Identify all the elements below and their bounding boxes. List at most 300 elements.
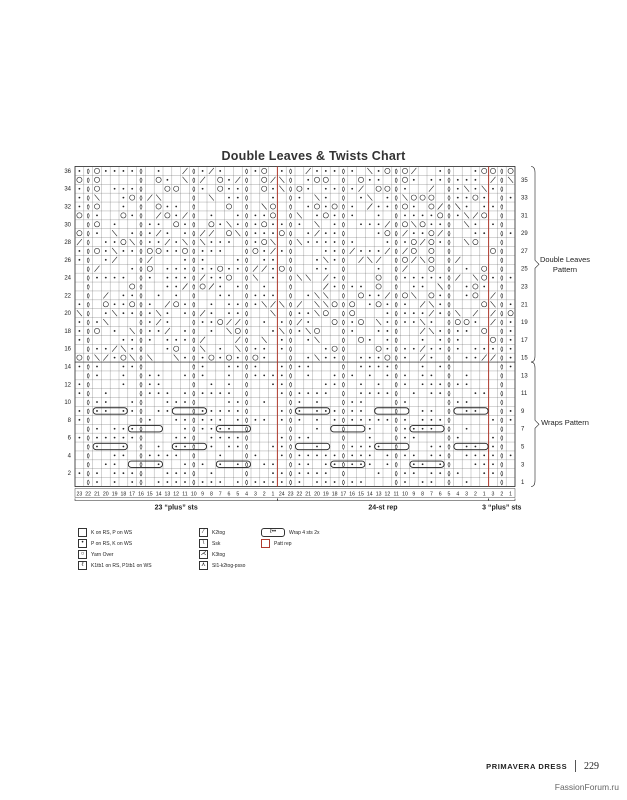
k1tbl-symbol — [501, 400, 503, 405]
k1tbl-symbol — [140, 445, 142, 450]
yarn-over-symbol — [332, 319, 337, 324]
purl-dot — [492, 454, 494, 456]
yarn-over-symbol — [402, 222, 407, 227]
purl-dot — [255, 214, 257, 216]
ssk-symbol — [112, 230, 117, 236]
purl-dot — [360, 401, 362, 403]
purl-dot — [422, 214, 424, 216]
row-number-left: 8 — [67, 417, 71, 424]
purl-dot — [457, 330, 459, 332]
legend-item-patt-rep — [261, 539, 292, 548]
purl-dot — [202, 366, 204, 368]
purl-dot — [79, 383, 81, 385]
k1tbl-symbol — [193, 462, 195, 467]
purl-dot — [175, 250, 177, 252]
purl-dot — [457, 214, 459, 216]
row-number-left: 2 — [67, 471, 71, 478]
purl-dot — [431, 374, 433, 376]
purl-dot — [263, 481, 265, 483]
legend-label: Yarn Over — [91, 551, 114, 558]
k1tbl-symbol — [448, 382, 450, 387]
purl-dot — [431, 392, 433, 394]
ssk-symbol — [227, 221, 232, 227]
k1tbl-symbol — [193, 240, 195, 245]
k2tog-symbol — [491, 177, 496, 183]
purl-dot — [360, 250, 362, 252]
k1tbl-symbol — [290, 267, 292, 272]
k2tog-symbol — [385, 248, 390, 254]
purl-dot — [184, 312, 186, 314]
purl-dot — [175, 268, 177, 270]
purl-dot — [96, 348, 98, 350]
yarn-over-symbol — [323, 177, 328, 182]
purl-dot — [431, 179, 433, 181]
k2tog-symbol — [297, 319, 302, 325]
stitch-number: 16 — [349, 491, 356, 498]
purl-dot — [228, 374, 230, 376]
row-number-left: 14 — [64, 364, 71, 371]
purl-dot — [123, 250, 125, 252]
k1tbl-symbol — [501, 169, 503, 174]
purl-dot — [281, 454, 283, 456]
purl-dot — [184, 303, 186, 305]
k1tbl-symbol — [501, 338, 503, 343]
purl-dot — [325, 481, 327, 483]
purl-dot — [211, 392, 213, 394]
purl-dot — [492, 437, 494, 439]
purl-dot — [351, 419, 353, 421]
purl-dot — [281, 374, 283, 376]
purl-dot — [281, 392, 283, 394]
purl-dot — [167, 179, 169, 181]
purl-dot — [281, 383, 283, 385]
stitch-number: 18 — [120, 491, 127, 498]
k1tbl-symbol — [246, 302, 248, 307]
purl-dot — [202, 268, 204, 270]
purl-dot — [184, 357, 186, 359]
k1tbl-symbol — [140, 356, 142, 361]
purl-dot — [281, 419, 283, 421]
k1tbl-symbol — [395, 240, 397, 245]
ssk-symbol — [455, 310, 460, 316]
k1tbl-symbol — [140, 205, 142, 210]
k1tbl-symbol — [342, 436, 344, 441]
k2tog-symbol — [385, 292, 390, 298]
k2tog-symbol — [112, 257, 117, 263]
purl-dot — [79, 392, 81, 394]
purl-dot — [475, 321, 477, 323]
purl-dot — [123, 294, 125, 296]
yarn-over-symbol — [253, 248, 258, 253]
k2tog-symbol — [359, 257, 364, 263]
k1tbl-symbol — [87, 356, 89, 361]
purl-dot — [475, 188, 477, 190]
k2tog-symbol — [183, 212, 188, 218]
ssk-symbol — [271, 239, 276, 245]
k1tbl-symbol — [290, 187, 292, 192]
k1tbl-symbol — [501, 311, 503, 316]
k1tbl-symbol — [290, 365, 292, 370]
purl-dot — [413, 472, 415, 474]
dot-square-icon: • — [78, 539, 87, 548]
purl-dot — [510, 321, 512, 323]
ssk-symbol — [367, 257, 372, 263]
purl-dot — [167, 312, 169, 314]
yarn-over-symbol — [156, 177, 161, 182]
stitch-number: 23 — [76, 491, 83, 498]
k1tbl-symbol — [501, 382, 503, 387]
purl-dot — [79, 259, 81, 261]
purl-dot — [413, 206, 415, 208]
k2tog-symbol — [235, 177, 240, 183]
purl-dot — [316, 241, 318, 243]
purl-dot — [360, 454, 362, 456]
k2tog-symbol — [235, 337, 240, 343]
purl-dot — [131, 339, 133, 341]
purl-dot — [439, 223, 441, 225]
yarn-over-symbol — [332, 204, 337, 209]
purl-dot — [378, 250, 380, 252]
purl-dot — [387, 321, 389, 323]
yarn-over-symbol — [429, 257, 434, 262]
row-number-left: 16 — [64, 346, 71, 353]
k1tbl-symbol — [87, 302, 89, 307]
yarn-over-symbol — [482, 213, 487, 218]
k1tbl-symbol — [140, 373, 142, 378]
purl-dot — [175, 206, 177, 208]
k1tbl-symbol — [140, 400, 142, 405]
purl-dot — [422, 374, 424, 376]
k1tbl-symbol — [290, 347, 292, 352]
purl-dot — [123, 454, 125, 456]
k1tbl-symbol — [246, 311, 248, 316]
stitch-number: 14 — [155, 491, 162, 498]
k1tbl-symbol — [448, 222, 450, 227]
yarn-over-symbol — [490, 168, 495, 173]
k1tbl-symbol — [501, 373, 503, 378]
purl-dot — [123, 339, 125, 341]
yarn-over-symbol — [402, 293, 407, 298]
ssk-symbol — [491, 301, 496, 307]
ssk-symbol — [508, 177, 513, 183]
purl-dot — [237, 437, 239, 439]
purl-dot — [149, 277, 151, 279]
purl-dot — [422, 277, 424, 279]
purl-dot — [123, 446, 125, 448]
k1tbl-symbol — [290, 373, 292, 378]
purl-dot — [351, 321, 353, 323]
purl-dot — [369, 357, 371, 359]
purl-dot — [281, 339, 283, 341]
k1tbl-symbol — [448, 427, 450, 432]
purl-dot — [334, 383, 336, 385]
k1tbl-symbol — [246, 436, 248, 441]
k1tbl-symbol — [140, 311, 142, 316]
yarn-over-symbol — [94, 168, 99, 173]
purl-dot — [457, 437, 459, 439]
purl-dot — [272, 374, 274, 376]
purl-dot — [413, 214, 415, 216]
purl-dot — [184, 223, 186, 225]
k1tbl-icon: ℓ — [78, 561, 87, 570]
ssk-symbol — [235, 230, 240, 236]
purl-dot — [422, 312, 424, 314]
k1tbl-symbol — [140, 462, 142, 467]
purl-dot — [404, 277, 406, 279]
purl-dot — [255, 170, 257, 172]
k1tbl-symbol — [140, 471, 142, 476]
k1tbl-symbol — [193, 187, 195, 192]
purl-dot — [378, 357, 380, 359]
yarn-over-symbol — [376, 346, 381, 351]
ssk-symbol — [130, 355, 135, 361]
purl-dot — [387, 454, 389, 456]
purl-dot — [457, 401, 459, 403]
k2tog-symbol — [209, 230, 214, 236]
yarn-over-symbol — [358, 337, 363, 342]
purl-dot — [237, 197, 239, 199]
k1tbl-symbol — [448, 302, 450, 307]
k1tbl-symbol — [87, 285, 89, 290]
purl-dot — [184, 232, 186, 234]
purl-dot — [184, 419, 186, 421]
row-number-right: 15 — [521, 355, 528, 362]
purl-dot — [475, 223, 477, 225]
row-number-left: 12 — [64, 382, 71, 389]
purl-dot — [457, 197, 459, 199]
k1tbl-symbol — [87, 347, 89, 352]
purl-dot — [105, 241, 107, 243]
purl-dot — [131, 366, 133, 368]
stitch-number: 1 — [271, 491, 275, 498]
k1tbl-symbol — [448, 249, 450, 254]
yarn-over-symbol — [473, 293, 478, 298]
k1tbl-symbol — [501, 462, 503, 467]
k2tog-symbol — [491, 355, 496, 361]
k1tbl-symbol — [342, 427, 344, 432]
k1tbl-symbol — [501, 453, 503, 458]
purl-dot — [431, 410, 433, 412]
stitch-number: 8 — [421, 491, 425, 498]
k1tbl-symbol — [246, 382, 248, 387]
yarn-over-symbol — [182, 248, 187, 253]
k1tbl-symbol — [395, 276, 397, 281]
k2tog-symbol — [420, 355, 425, 361]
purl-dot — [475, 454, 477, 456]
yarn-over-symbol — [385, 168, 390, 173]
row-number-left: 26 — [64, 257, 71, 264]
purl-dot — [378, 446, 380, 448]
ssk-symbol — [367, 195, 372, 201]
purl-dot — [123, 188, 125, 190]
k1tbl-symbol — [342, 480, 344, 485]
purl-dot — [158, 463, 160, 465]
k1tbl-symbol — [140, 320, 142, 325]
purl-dot — [475, 410, 477, 412]
ssk-symbol — [262, 301, 267, 307]
purl-dot — [263, 214, 265, 216]
k1tbl-symbol — [140, 293, 142, 298]
purl-dot — [431, 481, 433, 483]
purl-dot — [79, 437, 81, 439]
purl-dot — [281, 410, 283, 412]
purl-dot — [228, 428, 230, 430]
purl-dot — [131, 268, 133, 270]
k1tbl-symbol — [448, 365, 450, 370]
purl-dot — [316, 268, 318, 270]
purl-dot — [351, 188, 353, 190]
purl-dot — [360, 383, 362, 385]
purl-dot — [211, 214, 213, 216]
k2tog-symbol — [271, 248, 276, 254]
purl-dot — [334, 463, 336, 465]
purl-dot — [466, 330, 468, 332]
k1tbl-symbol — [87, 187, 89, 192]
purl-dot — [219, 348, 221, 350]
yarn-over-symbol — [226, 275, 231, 280]
purl-dot — [510, 232, 512, 234]
k1tbl-symbol — [342, 276, 344, 281]
purl-dot — [351, 481, 353, 483]
purl-dot — [202, 481, 204, 483]
k2tog-symbol — [209, 168, 214, 174]
purl-dot — [422, 463, 424, 465]
ssk-symbol — [297, 212, 302, 218]
purl-dot — [175, 472, 177, 474]
purl-dot — [228, 410, 230, 412]
bracket-plus-right: 3 “plus” sts — [482, 504, 522, 512]
purl-dot — [237, 446, 239, 448]
k1tbl-symbol — [140, 231, 142, 236]
stitch-number: 15 — [146, 491, 153, 498]
purl-dot — [369, 223, 371, 225]
yarn-over-symbol — [350, 311, 355, 316]
yarn-over-symbol — [429, 204, 434, 209]
ssk-symbol — [279, 177, 284, 183]
purl-dot — [123, 428, 125, 430]
k1tbl-symbol — [342, 222, 344, 227]
purl-dot — [510, 277, 512, 279]
k1tbl-symbol — [87, 258, 89, 263]
k1tbl-symbol — [501, 418, 503, 423]
purl-dot — [307, 206, 309, 208]
k1tbl-symbol — [501, 276, 503, 281]
legend-label: Ssk — [212, 540, 221, 547]
purl-dot — [175, 419, 177, 421]
bracket-plus-left: 23 “plus” sts — [154, 504, 198, 512]
stitch-number: 22 — [296, 491, 303, 498]
purl-dot — [175, 214, 177, 216]
k2tog-symbol — [297, 301, 302, 307]
yarn-over-symbol — [464, 319, 469, 324]
legend-item-ssk — [199, 539, 220, 548]
purl-dot — [228, 437, 230, 439]
purl-dot — [299, 463, 301, 465]
purl-dot — [492, 223, 494, 225]
k1tbl-symbol — [246, 293, 248, 298]
yarn-over-symbol — [147, 248, 152, 253]
yarn-over-symbol — [402, 168, 407, 173]
purl-dot — [149, 241, 151, 243]
row-number-right: 19 — [521, 320, 528, 327]
purl-dot — [325, 188, 327, 190]
purl-dot — [483, 392, 485, 394]
purl-dot — [167, 348, 169, 350]
k1tbl-symbol — [395, 178, 397, 183]
yarn-over-symbol — [130, 284, 135, 289]
purl-dot — [184, 330, 186, 332]
purl-dot — [483, 463, 485, 465]
purl-dot — [255, 419, 257, 421]
yarn-over-symbol — [174, 186, 179, 191]
purl-dot — [475, 179, 477, 181]
k1tbl-symbol — [246, 373, 248, 378]
purl-dot — [263, 286, 265, 288]
k1tbl-symbol — [290, 213, 292, 218]
purl-dot — [431, 214, 433, 216]
k2tog-symbol — [411, 257, 416, 263]
yarn-over-symbol — [323, 213, 328, 218]
purl-dot — [439, 294, 441, 296]
purl-dot — [378, 179, 380, 181]
purl-dot — [96, 374, 98, 376]
purl-dot — [299, 419, 301, 421]
purl-dot — [237, 410, 239, 412]
legend-label: K on RS, P on WS — [91, 529, 133, 536]
purl-dot — [387, 419, 389, 421]
k1tbl-symbol — [246, 427, 248, 432]
k1tbl-symbol — [342, 418, 344, 423]
k1tbl-symbol — [448, 187, 450, 192]
k1tbl-symbol — [140, 329, 142, 334]
yarn-over-symbol — [420, 222, 425, 227]
k1tbl-symbol — [395, 471, 397, 476]
purl-dot — [175, 401, 177, 403]
purl-dot — [79, 472, 81, 474]
purl-dot — [211, 428, 213, 430]
k1tbl-symbol — [290, 400, 292, 405]
purl-dot — [378, 392, 380, 394]
ssk-symbol — [455, 204, 460, 210]
k1tbl-symbol — [87, 382, 89, 387]
stitch-number: 20 — [102, 491, 109, 498]
purl-dot — [131, 481, 133, 483]
purl-dot — [351, 214, 353, 216]
k1tbl-symbol — [342, 169, 344, 174]
purl-dot — [211, 321, 213, 323]
k1tbl-symbol — [448, 267, 450, 272]
stitch-number: 14 — [366, 491, 373, 498]
purl-dot — [114, 241, 116, 243]
purl-dot — [219, 392, 221, 394]
yarn-over-symbol — [332, 346, 337, 351]
purl-dot — [334, 170, 336, 172]
purl-dot — [158, 294, 160, 296]
legend-label: K2tog — [212, 529, 226, 536]
purl-dot — [413, 179, 415, 181]
k1tbl-symbol — [87, 365, 89, 370]
k1tbl-symbol — [290, 258, 292, 263]
purl-dot — [96, 410, 98, 412]
purl-dot — [439, 446, 441, 448]
purl-dot — [175, 294, 177, 296]
k1tbl-symbol — [501, 285, 503, 290]
ssk-symbol — [315, 292, 320, 298]
k2tog-symbol — [227, 319, 232, 325]
purl-dot — [237, 259, 239, 261]
purl-dot — [325, 250, 327, 252]
purl-dot — [510, 330, 512, 332]
